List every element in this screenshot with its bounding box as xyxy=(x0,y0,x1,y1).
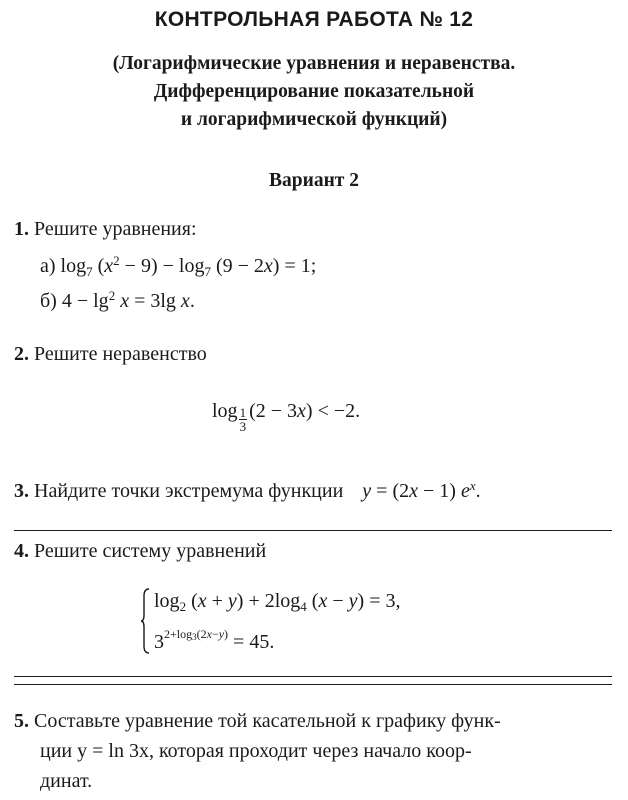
item-label: а) xyxy=(40,255,56,277)
function-3: y = (2x − 1) $e^x$. xyxy=(362,478,481,502)
divider-line xyxy=(14,530,612,531)
system-brace-icon xyxy=(140,588,150,654)
subtitle-line: и логарифмической функций) xyxy=(180,109,448,130)
subtitle-line: (Логарифмические уравнения и неравенства. xyxy=(112,53,516,74)
task-5-line-1 xyxy=(14,710,501,733)
task-2 xyxy=(14,343,207,366)
equation-1b: $4 - \lg^2 x = 3\lg$ x. xyxy=(61,288,195,312)
task-3 xyxy=(14,478,481,503)
fraction-one-third: $\frac{1}{3}$ xyxy=(239,405,247,434)
task-4 xyxy=(14,540,266,563)
task-1-item-b xyxy=(40,288,195,313)
task-prompt: Составьте уравнение той касательной к графику функ- xyxy=(34,710,501,732)
task-prompt: Решите уравнения: xyxy=(34,218,197,240)
divider-line xyxy=(14,676,612,677)
task-prompt: Решите систему уравнений xyxy=(34,540,267,562)
task-number: 3. xyxy=(14,480,29,502)
inequality-2: log $\frac{1}{3}$ (2 − 3x) < −2. xyxy=(212,400,361,434)
item-label: б) xyxy=(40,290,57,312)
task-1 xyxy=(14,218,197,241)
system-equation-1: $\log_2 (x + y) + 2\log_4$ (x − y) = 3, xyxy=(154,590,401,614)
variant-heading: Вариант 2 xyxy=(268,170,360,191)
page-title: КОНТРОЛЬНАЯ РАБОТА № 12 xyxy=(154,8,474,31)
task-number: 1. xyxy=(14,218,29,240)
task-number: 2. xyxy=(14,343,29,365)
subtitle-line: Дифференцирование показательной xyxy=(153,81,475,102)
task-number: 4. xyxy=(14,540,29,562)
divider-line xyxy=(14,684,612,685)
task-5-line-2: ции y = ln 3x, которая проходит через начало коор- xyxy=(40,740,472,762)
system-equation-2: $3^{2+log_3(2x-y)} = 45$. xyxy=(154,627,275,653)
task-5-line-3: динат. xyxy=(40,770,93,792)
task-number: 5. xyxy=(14,710,29,732)
page-subtitle xyxy=(0,50,628,134)
task-1-item-a xyxy=(40,253,316,280)
equation-1a: $\log_7 (x^2 - 9) - \log_7 (9 - 2x) = 1$; xyxy=(60,253,317,279)
task-prompt: Решите неравенство xyxy=(34,343,207,365)
task-prompt: Найдите точки экстремума функции xyxy=(34,480,344,502)
